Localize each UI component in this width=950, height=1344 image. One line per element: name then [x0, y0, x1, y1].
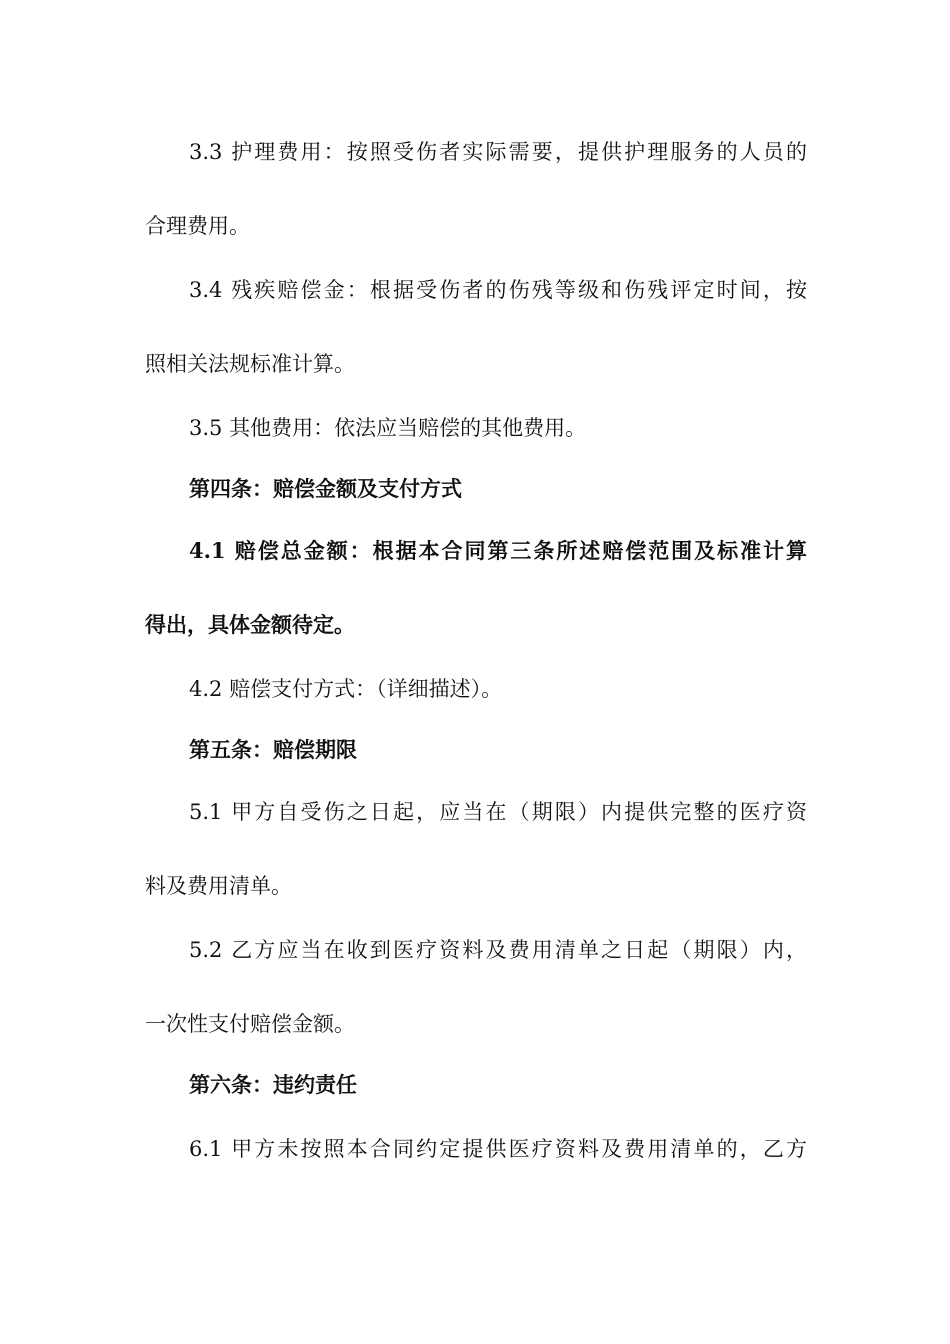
clause-3-5: 3.5 其他费用：依法应当赔偿的其他费用。 [189, 416, 587, 440]
clause-3-4-line-2: 照相关法规标准计算。 [145, 352, 355, 376]
clause-4-1-line-1: 4.1 赔偿总金额：根据本合同第三条所述赔偿范围及标准计算 [189, 538, 807, 563]
clause-3-4-line-1: 3.4 残疾赔偿金：根据受伤者的伤残等级和伤残评定时间，按 [189, 278, 807, 302]
clause-4-2: 4.2 赔偿支付方式：（详细描述）。 [189, 677, 503, 701]
clause-5-1-line-1: 5.1 甲方自受伤之日起，应当在（期限）内提供完整的医疗资 [189, 800, 807, 824]
article-6-heading: 第六条：违约责任 [189, 1072, 357, 1097]
clause-3-3-line-2: 合理费用。 [145, 214, 250, 238]
article-5-heading: 第五条：赔偿期限 [189, 737, 357, 762]
clause-5-1-line-2: 料及费用清单。 [145, 874, 292, 898]
clause-6-1-line-1: 6.1 甲方未按照本合同约定提供医疗资料及费用清单的，乙方 [189, 1137, 807, 1161]
clause-4-1-line-2: 得出，具体金额待定。 [145, 612, 355, 637]
clause-5-2-line-2: 一次性支付赔偿金额。 [145, 1012, 355, 1036]
clause-3-3-line-1: 3.3 护理费用：按照受伤者实际需要，提供护理服务的人员的 [189, 140, 807, 164]
clause-5-2-line-1: 5.2 乙方应当在收到医疗资料及费用清单之日起（期限）内， [189, 938, 807, 962]
article-4-heading: 第四条：赔偿金额及支付方式 [189, 476, 462, 501]
